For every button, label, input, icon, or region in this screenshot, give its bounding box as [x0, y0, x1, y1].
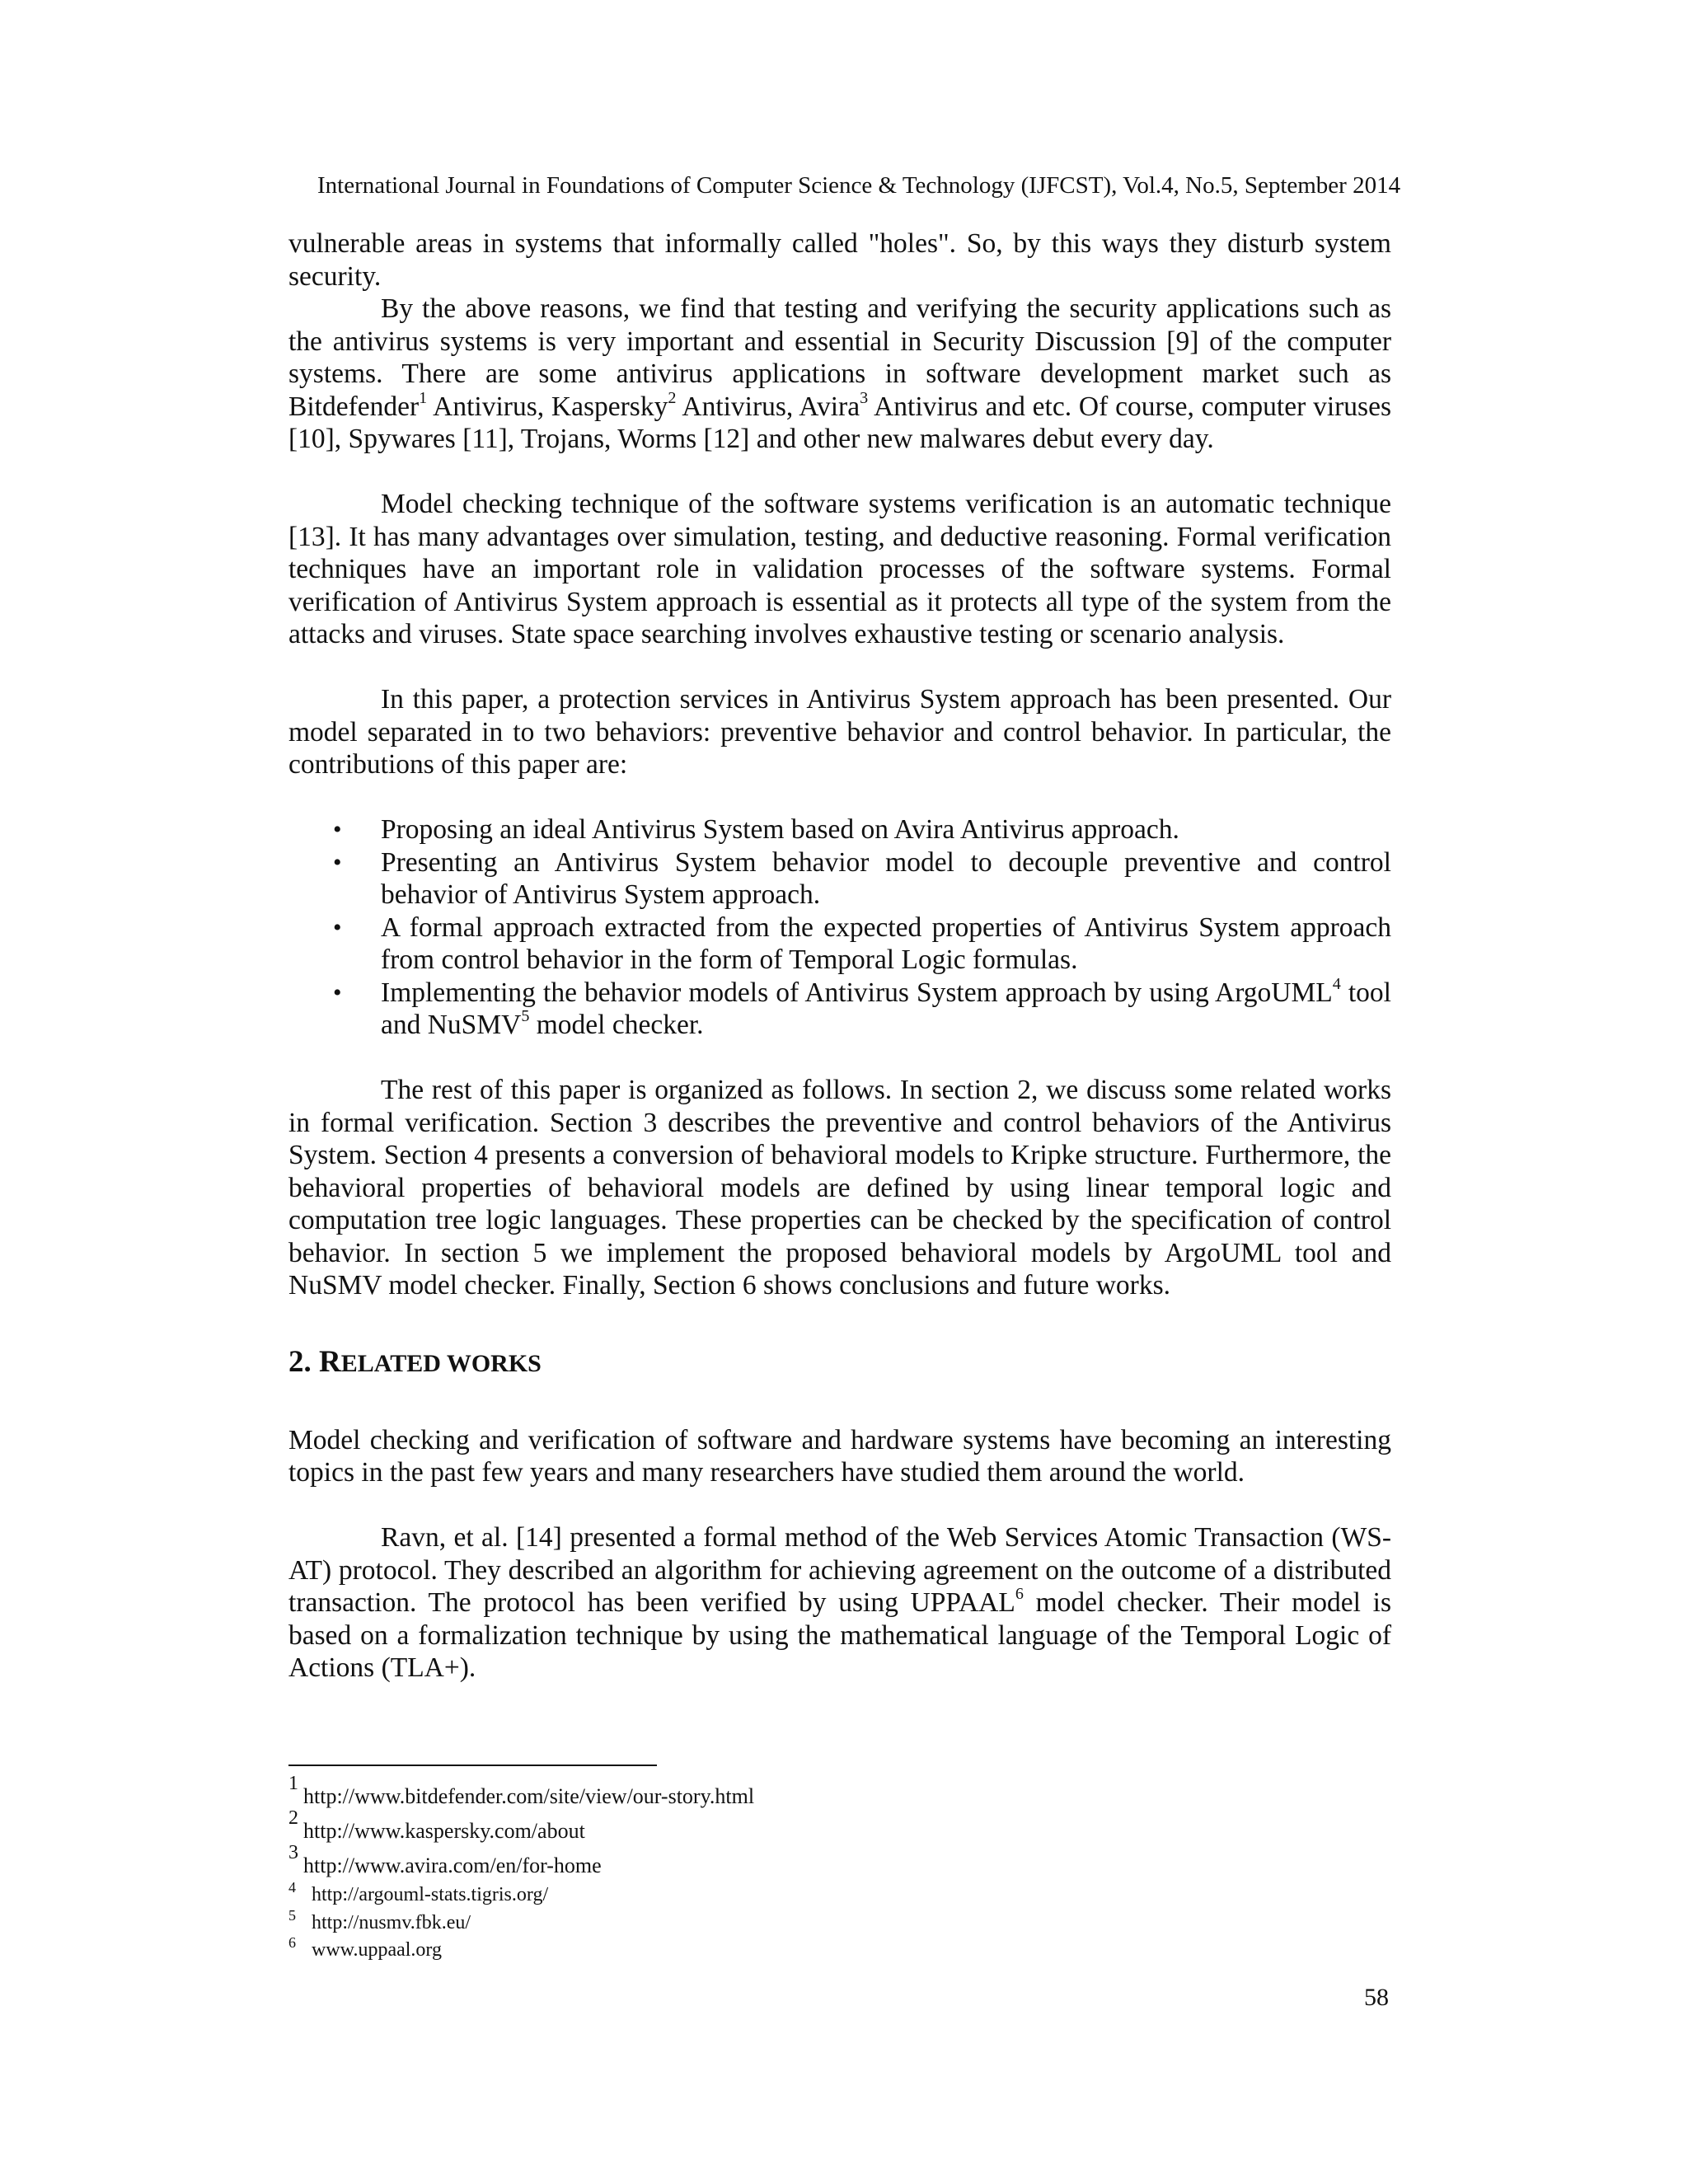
footnote-ref-5: 5 [521, 1006, 530, 1025]
list-item-text: model checker. [529, 1010, 704, 1040]
paragraph-organization: The rest of this paper is organized as follows. In section 2, we discuss some related works in formal verification. Section 3 describes the preventive and control behaviors of the Antivirus System. Section 4 presents a conversion of behavioral models to Kripke structure. Furthermore, the behavioral properties of behavioral models are defined by using linear temporal logic and computation tree logic languages. These properties can be checked by the specification of control behavior. In section 5 we implement the proposed behavioral models by ArgoUML tool and NuSMV model checker. Finally, Section 6 shows conclusions and future works. [288, 1075, 1391, 1301]
footnote-mark: 4 [288, 1879, 296, 1896]
footnote-link[interactable]: http://www.bitdefender.com/site/view/our-story.html [303, 1784, 755, 1808]
list-item [288, 813, 1391, 846]
footnote-link[interactable]: http://www.kaspersky.com/about [303, 1819, 585, 1843]
paragraph-text: model checker. Their model is based on a formalization technique by using the mathematical language of the Temporal Logic of Actions (TLA+). [288, 1587, 1391, 1683]
footnote-ref-3: 3 [860, 388, 869, 407]
footnote-mark: 1 [288, 1773, 298, 1794]
paragraph-text: Antivirus and etc. Of course, computer viruses [10], Spywares [11], Trojans, Worms [12] and other new malwares debut every day. [288, 391, 1391, 454]
paragraph-text: Ravn, et al. [14] presented a formal method of the Web Services Atomic Transaction (WS-AT) protocol. They described an algorithm for achieving agreement on the outcome of a distributed transaction. The protocol has been verified by using UPPAAL [288, 1522, 1391, 1618]
list-item-text: tool and NuSMV [381, 977, 1391, 1040]
footnote-mark: 5 [288, 1907, 296, 1924]
paragraph-text: Antivirus, Avira [676, 391, 860, 422]
footnote-divider [288, 1765, 657, 1766]
paragraph-contributions-intro: In this paper, a protection services in Antivirus System approach has been presented. Our model separated in to two behaviors: preventive behavior and control behavior. In particular, the contributions of this paper are: [288, 684, 1391, 780]
list-item-text: Implementing the behavior models of Antivirus System approach by using ArgoUML [381, 977, 1333, 1008]
footnote-link[interactable]: http://nusmv.fbk.eu/ [312, 1912, 471, 1933]
list-item-text: Presenting an Antivirus System behavior model to decouple preventive and control behavior of Antivirus System approach. [381, 846, 1391, 910]
page-number: 58 [1364, 1984, 1389, 2011]
paragraph-related-intro: Model checking and verification of software and hardware systems have becoming an interesting topics in the past few years and many researchers have studied them around the world. [288, 1424, 1391, 1488]
contributions-list [288, 813, 1391, 1042]
paragraph-antivirus-importance [288, 293, 1391, 456]
list-item-text: A formal approach extracted from the expected properties of Antivirus System approach from control behavior in the form of Temporal Logic formulas. [381, 912, 1391, 975]
footnote-mark: 6 [288, 1934, 296, 1951]
running-header: International Journal in Foundations of Computer Science & Technology (IJFCST), Vol.4, No.5, September 2014 [317, 172, 1401, 199]
paragraph-text: By the above reasons, we find that testing and verifying the security applications such as the antivirus systems is very important and essential in Security Discussion [9] of the computer systems. There are some antivirus applications in software development market such as Bitdefender [288, 293, 1391, 422]
paragraph-continued: vulnerable areas in systems that informally called "holes". So, by this ways they disturb system security. [288, 228, 1391, 292]
paragraph-ravn [288, 1521, 1391, 1685]
list-item [288, 846, 1391, 912]
paragraph-model-checking: Model checking technique of the software systems verification is an automatic technique [13]. It has many advantages over simulation, testing, and deductive reasoning. Formal verification techniques have an important role in validation processes of the software systems. Formal verification of Antivirus System approach is essential as it protects all type of the system from the attacks and viruses. State space searching involves exhaustive testing or scenario analysis. [288, 489, 1391, 649]
footnote-ref-6: 6 [1015, 1584, 1024, 1603]
list-item-text: Proposing an ideal Antivirus System based on Avira Antivirus approach. [381, 814, 1179, 845]
list-item [288, 912, 1391, 977]
footnote-link[interactable]: http://www.avira.com/en/for-home [303, 1854, 602, 1877]
footnote-ref-1: 1 [419, 388, 428, 407]
section-number: 2. R [288, 1344, 341, 1379]
list-item [288, 974, 1391, 1042]
body-text [288, 227, 1391, 1685]
footnote-link[interactable]: www.uppaal.org [312, 1939, 442, 1961]
footnote-ref-2: 2 [668, 388, 677, 407]
section-title: ELATED WORKS [340, 1349, 542, 1377]
bullet-icon: • [333, 978, 342, 1006]
footnote-link[interactable]: http://argouml-stats.tigris.org/ [312, 1884, 549, 1905]
footnote-ref-4: 4 [1332, 974, 1341, 993]
bullet-icon: • [333, 848, 342, 876]
bullet-icon: • [333, 913, 342, 941]
bullet-icon: • [333, 816, 342, 843]
footnote-mark: 2 [288, 1807, 298, 1829]
footnote-mark: 3 [288, 1842, 298, 1863]
section-heading-related-works [288, 1345, 1391, 1381]
paragraph-text: Antivirus, Kaspersky [427, 391, 668, 422]
